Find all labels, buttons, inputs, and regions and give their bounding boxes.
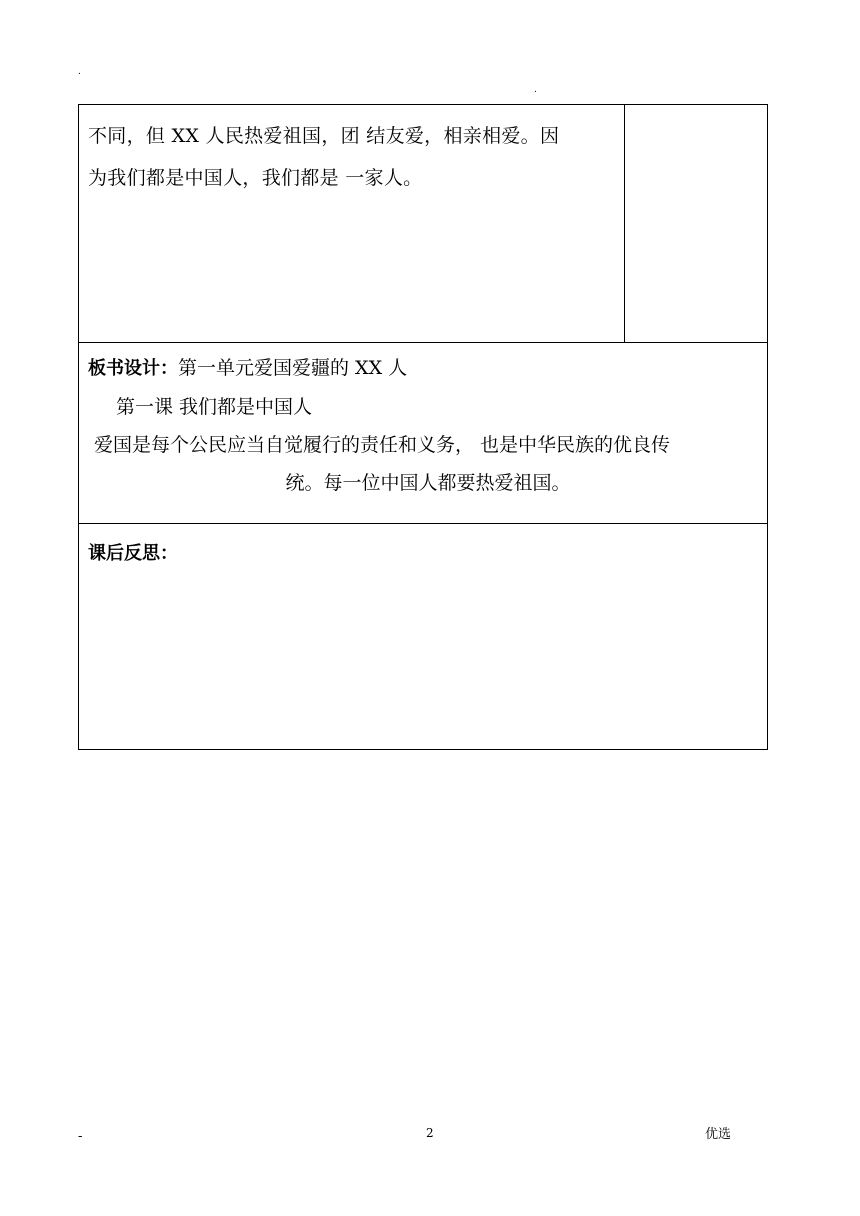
reflection-heading	[88, 534, 758, 573]
content-line-1: 不同，但 XX 人民热爱祖国，团 结友爱，相亲相爱。因	[88, 125, 560, 147]
footer-right-label: 优选	[705, 1127, 732, 1142]
notes-cell	[625, 105, 767, 342]
header-left-mark: .	[78, 67, 81, 77]
lesson-plan-table	[78, 104, 768, 750]
board-design-lesson: 第一课 我们都是中国人	[116, 396, 313, 418]
board-design-content-1: 爱国是每个公民应当自觉履行的责任和义务， 也是中华民族的优良传	[94, 434, 671, 456]
board-design-content-2: 统。每一位中国人都要热爱祖国。	[285, 472, 571, 494]
table-row-reflection	[79, 524, 767, 749]
content-line-2: 为我们都是中国人，我们都是 一家人。	[88, 167, 423, 189]
board-design-heading	[88, 349, 758, 388]
board-design-title: 第一单元爱国爱疆的 XX 人	[178, 357, 408, 379]
footer-left-mark: -	[78, 1129, 83, 1144]
page-number: 2	[426, 1126, 434, 1140]
content-cell	[79, 105, 625, 342]
header-right-mark: .	[534, 85, 537, 95]
table-row-board-design	[79, 343, 767, 524]
table-row-content	[79, 105, 767, 343]
reflection-label: 课后反思：	[88, 543, 178, 564]
board-design-label: 板书设计：	[88, 358, 178, 379]
